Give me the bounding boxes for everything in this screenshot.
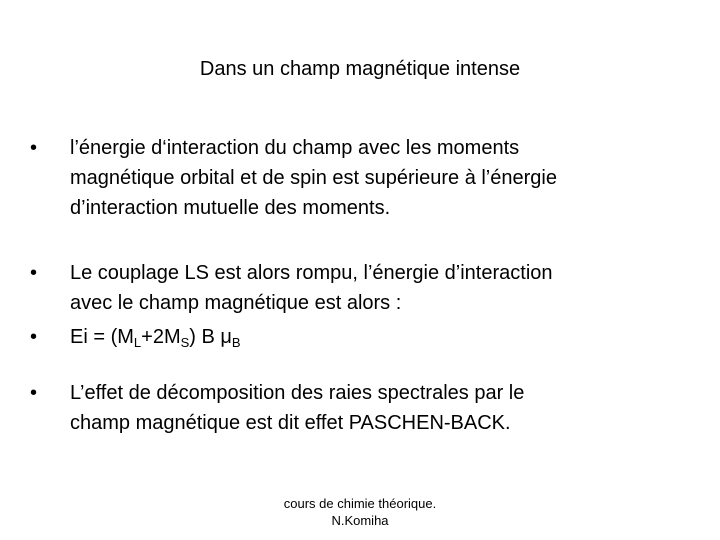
slide-title: Dans un champ magnétique intense <box>199 58 521 80</box>
bullet-text: L’effet de décomposition des raies spectrales par le champ magnétique est dit effet PASCHEN-BACK. <box>70 382 525 434</box>
slide-footer <box>230 495 490 529</box>
footer-author: N.Komiha <box>331 513 389 528</box>
formula-subscript-s: S <box>180 335 190 350</box>
footer-course: cours de chimie théorique. <box>283 496 437 511</box>
bullet-icon: • <box>30 137 38 159</box>
energy-formula <box>70 322 710 352</box>
formula-subscript-b: B <box>231 335 241 350</box>
bullet-icon: • <box>30 382 38 404</box>
formula-subscript-l: L <box>133 335 142 350</box>
bullet-text: l’énergie d‘interaction du champ avec les moments magnétique orbital et de spin est supérieure à l’énergie d’interaction mutuelle des moments. <box>70 137 557 219</box>
formula-mid: +2M <box>141 326 181 348</box>
formula-rhs: ) B μ <box>189 326 232 348</box>
bullet-icon: • <box>30 326 38 348</box>
bullet-text: Le couplage LS est alors rompu, l’énergie d’interaction avec le champ magnétique est alors : <box>70 262 553 314</box>
bullet-icon: • <box>30 262 38 284</box>
formula-lhs: Ei = (M <box>70 326 134 348</box>
